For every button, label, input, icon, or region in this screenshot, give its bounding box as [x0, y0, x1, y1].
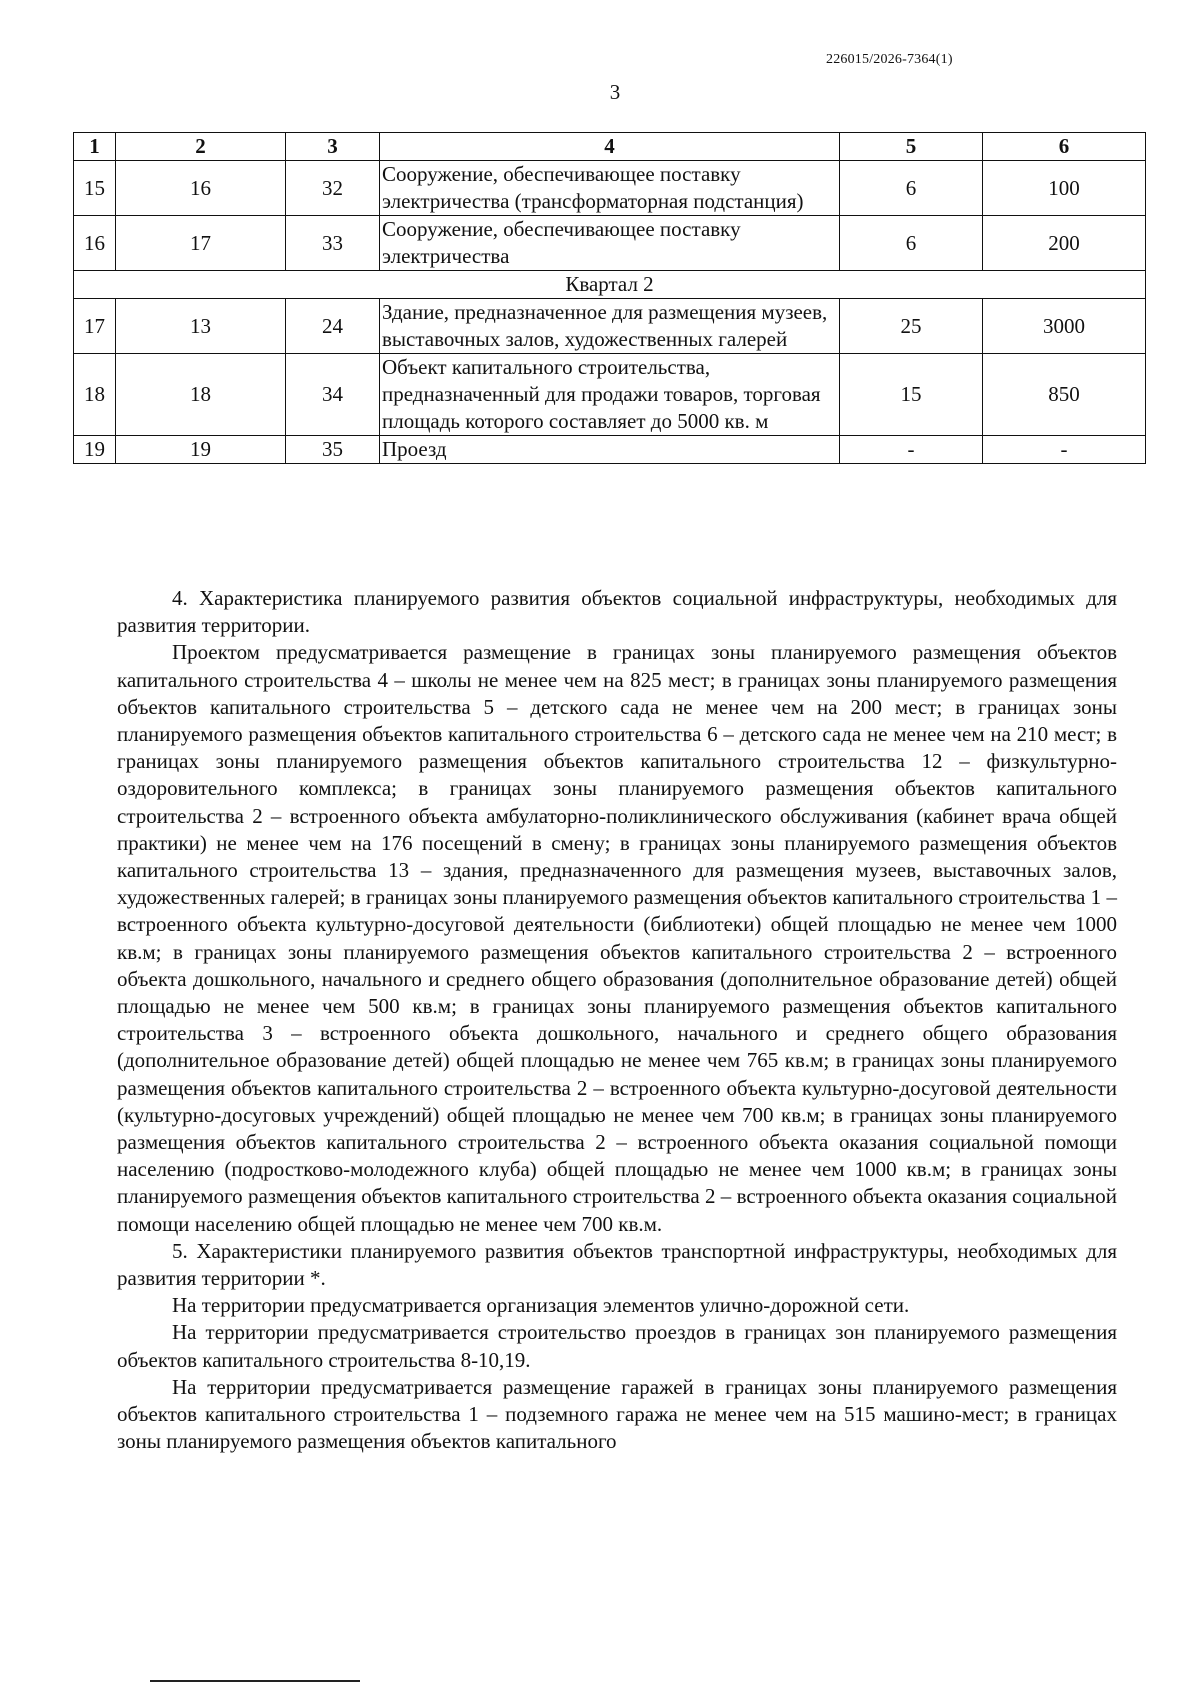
cell-area: 100	[983, 161, 1146, 216]
cell-area: -	[983, 436, 1146, 464]
quarter-row	[74, 271, 1146, 299]
cell-plot: 35	[286, 436, 380, 464]
cell-number: 19	[74, 436, 116, 464]
driveways-paragraph: На территории предусматривается строительство проездов в границах зон планируемого размещения объектов капитального строительства 8-10,19.	[117, 1320, 1117, 1372]
header-cell: 4	[380, 133, 840, 161]
cell-zone: 18	[116, 354, 286, 436]
cell-zone: 16	[116, 161, 286, 216]
cell-zone: 13	[116, 299, 286, 354]
cell-number: 17	[74, 299, 116, 354]
cell-number: 18	[74, 354, 116, 436]
cell-area: 3000	[983, 299, 1146, 354]
social-infrastructure-paragraph: Проектом предусматривается размещение в границах зоны планируемого размещения объектов капитального строительства 4 – школы не менее чем на 825 мест; в границах зоны планируемого размещения объектов капитального строительства 5 – детского сада не менее чем на 200 мест; в границах зоны планируемого размещения объектов капитального строительства 6 – детского сада не менее чем на 210 мест; в границах зоны планируемого размещения объектов капитального строительства 12 – физкультурно-оздоровительного комплекса; в границах зоны планируемого размещения объектов капитального строительства 2 – встроенного объекта амбулаторно-поликлинического обслуживания (кабинет врача общей практики) не менее чем на 176 посещений в смену; в границах зоны планируемого размещения объектов капитального строительства 13 – здания, предназначенного для размещения музеев, выставочных залов, художественных галерей; в границах зоны планируемого размещения объектов капитального строительства 1 – встроенного объекта культурно-досуговой деятельности (библиотеки) общей площадью не менее чем 1000 кв.м; в границах зоны планируемого размещения объектов капитального строительства 2 – встроенного объекта дошкольного, начального и среднего общего образования (дополнительное образование детей) общей площадью не менее чем 500 кв.м; в границах зоны планируемого размещения объектов капитального строительства 3 – встроенного объекта дошкольного, начального и среднего общего образования (дополнительное образование детей) общей площадью не менее чем 765 кв.м; в границах зоны планируемого размещения объектов капитального строительства 2 – встроенного объекта культурно-досуговой деятельности (культурно-досуговых учреждений) общей площадью не менее чем 700 кв.м; в границах зоны планируемого размещения объектов капитального строительства 2 – встроенного объекта оказания социальной помощи населению (подростково-молодежного клуба) общей площадью не менее чем 1000 кв.м; в границах зоны планируемого размещения объектов капитального строительства 2 – встроенного объекта оказания социальной помощи населению общей площадью не менее чем 700 кв.м.	[117, 640, 1117, 1236]
cell-zone: 19	[116, 436, 286, 464]
header-cell: 6	[983, 133, 1146, 161]
cell-object-name: Сооружение, обеспечивающее поставку электричества	[380, 216, 840, 271]
table-row	[74, 216, 1146, 271]
cell-object-name: Проезд	[380, 436, 840, 464]
section-4-heading: 4. Характеристика планируемого развития объектов социальной инфраструктуры, необходимых для развития территории.	[117, 586, 1117, 638]
document-body	[117, 585, 1117, 1456]
cell-plot: 33	[286, 216, 380, 271]
cell-zone: 17	[116, 216, 286, 271]
cell-floors: 25	[840, 299, 983, 354]
table-header-row	[74, 133, 1146, 161]
cell-floors: 6	[840, 216, 983, 271]
street-network-paragraph: На территории предусматривается организация элементов улично-дорожной сети.	[172, 1293, 910, 1318]
header-cell: 1	[74, 133, 116, 161]
quarter-label: Квартал 2	[74, 271, 1146, 299]
cell-object-name: Объект капитального строительства, предназначенный для продажи товаров, торговая площадь которого составляет до 5000 кв. м	[380, 354, 840, 436]
footer-rule	[150, 1680, 360, 1682]
page-number: 3	[609, 80, 621, 104]
cell-floors: 15	[840, 354, 983, 436]
section-5-heading: 5. Характеристики планируемого развития объектов транспортной инфраструктуры, необходимых для развития территории *.	[117, 1238, 1117, 1291]
objects-table	[73, 132, 1146, 464]
cell-number: 15	[74, 161, 116, 216]
table-row	[74, 436, 1146, 464]
header-cell: 5	[840, 133, 983, 161]
cell-area: 200	[983, 216, 1146, 271]
cell-plot: 32	[286, 161, 380, 216]
cell-floors: -	[840, 436, 983, 464]
header-cell: 3	[286, 133, 380, 161]
header-cell: 2	[116, 133, 286, 161]
cell-plot: 24	[286, 299, 380, 354]
document-id: 226015/2026-7364(1)	[826, 52, 953, 67]
table-row	[74, 299, 1146, 354]
table-row	[74, 161, 1146, 216]
cell-object-name: Сооружение, обеспечивающее поставку электричества (трансформаторная подстанция)	[380, 161, 840, 216]
table-row	[74, 354, 1146, 436]
cell-floors: 6	[840, 161, 983, 216]
cell-plot: 34	[286, 354, 380, 436]
garages-paragraph: На территории предусматривается размещение гаражей в границах зоны планируемого размещения объектов капитального строительства 1 – подземного гаража не менее чем на 515 машино-мест; в границах зоны планируемого размещения объектов капитального	[117, 1374, 1117, 1454]
cell-area: 850	[983, 354, 1146, 436]
cell-object-name: Здание, предназначенное для размещения музеев, выставочных залов, художественных галерей	[380, 299, 840, 354]
cell-number: 16	[74, 216, 116, 271]
